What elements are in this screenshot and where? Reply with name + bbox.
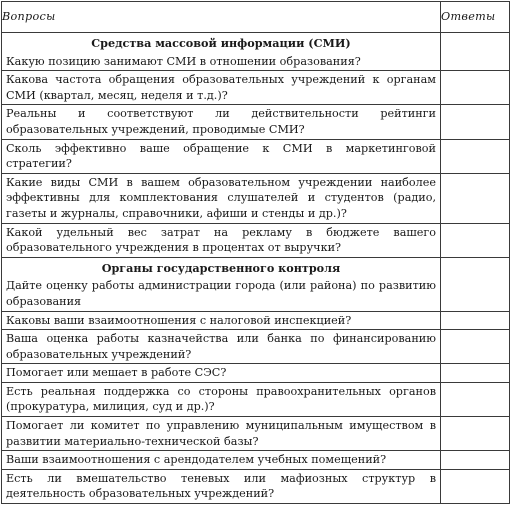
answer-cell[interactable] bbox=[441, 417, 510, 451]
answer-cell[interactable] bbox=[441, 173, 510, 223]
table-row bbox=[2, 364, 510, 383]
table-row bbox=[2, 277, 510, 311]
table-row bbox=[2, 105, 510, 139]
question-text: Какую позицию занимают СМИ в отношении образования? bbox=[2, 53, 441, 71]
header-answers: Ответы bbox=[441, 2, 510, 33]
answer-cell[interactable] bbox=[441, 105, 510, 139]
question-text: Ваша оценка работы казначейства или банка по финансированию образовательных учреждений? bbox=[2, 330, 441, 364]
question-text: Каковы ваши взаимоотношения с налоговой инспекцией? bbox=[2, 311, 441, 330]
answer-cell[interactable] bbox=[441, 330, 510, 364]
question-text: Есть ли вмешательство теневых или мафиозных структур в деятельность образовательных учреждений? bbox=[2, 469, 441, 503]
answer-cell[interactable] bbox=[441, 364, 510, 383]
answer-cell[interactable] bbox=[441, 382, 510, 416]
answer-cell[interactable] bbox=[441, 257, 510, 311]
question-text: Есть реальная поддержка со стороны правоохранительных органов (прокуратура, милиция, суд и др.)? bbox=[2, 382, 441, 416]
header-row bbox=[2, 2, 510, 33]
answer-cell[interactable] bbox=[441, 71, 510, 105]
question-text: Какой удельный вес затрат на рекламу в бюджете вашего образовательного учреждения в процентах от выручки? bbox=[2, 223, 441, 257]
question-text: Реальны и соответствуют ли действительности рейтинги образовательных учреждений, проводимые СМИ? bbox=[2, 105, 441, 139]
section-heading-row bbox=[2, 33, 510, 53]
question-text: Ваши взаимоотношения с арендодателем учебных помещений? bbox=[2, 451, 441, 470]
table-row bbox=[2, 53, 510, 71]
question-text: Дайте оценку работы администрации города (или района) по развитию образования bbox=[2, 277, 441, 311]
answer-cell[interactable] bbox=[441, 139, 510, 173]
answer-cell[interactable] bbox=[441, 469, 510, 503]
table-row bbox=[2, 139, 510, 173]
question-text: Какие виды СМИ в вашем образовательном учреждении наиболее эффективны для комплектования слушателей и студентов (радио, газеты и журналы, справочники, афиши и стенды и др.)? bbox=[2, 173, 441, 223]
answer-cell[interactable] bbox=[441, 33, 510, 71]
table-row bbox=[2, 71, 510, 105]
questionnaire-table bbox=[1, 1, 510, 504]
table-row bbox=[2, 173, 510, 223]
table-row bbox=[2, 223, 510, 257]
table-row bbox=[2, 469, 510, 503]
section-title-state-control: Органы государственного контроля bbox=[2, 257, 441, 277]
answer-cell[interactable] bbox=[441, 223, 510, 257]
table-row bbox=[2, 330, 510, 364]
answer-cell[interactable] bbox=[441, 451, 510, 470]
answer-cell[interactable] bbox=[441, 311, 510, 330]
question-text: Помогает или мешает в работе СЭС? bbox=[2, 364, 441, 383]
question-text: Сколь эффективно ваше обращение к СМИ в маркетинговой стратегии? bbox=[2, 139, 441, 173]
question-text: Помогает ли комитет по управлению муниципальным имуществом в развитии материально-технической базы? bbox=[2, 417, 441, 451]
section-heading-row bbox=[2, 257, 510, 277]
header-questions: Вопросы bbox=[2, 2, 441, 33]
table-row bbox=[2, 311, 510, 330]
table-row bbox=[2, 382, 510, 416]
section-title-media: Средства массовой информации (СМИ) bbox=[2, 33, 441, 53]
table-row bbox=[2, 417, 510, 451]
question-text: Какова частота обращения образовательных учреждений к органам СМИ (квартал, месяц, неделя и т.д.)? bbox=[2, 71, 441, 105]
table-row bbox=[2, 451, 510, 470]
